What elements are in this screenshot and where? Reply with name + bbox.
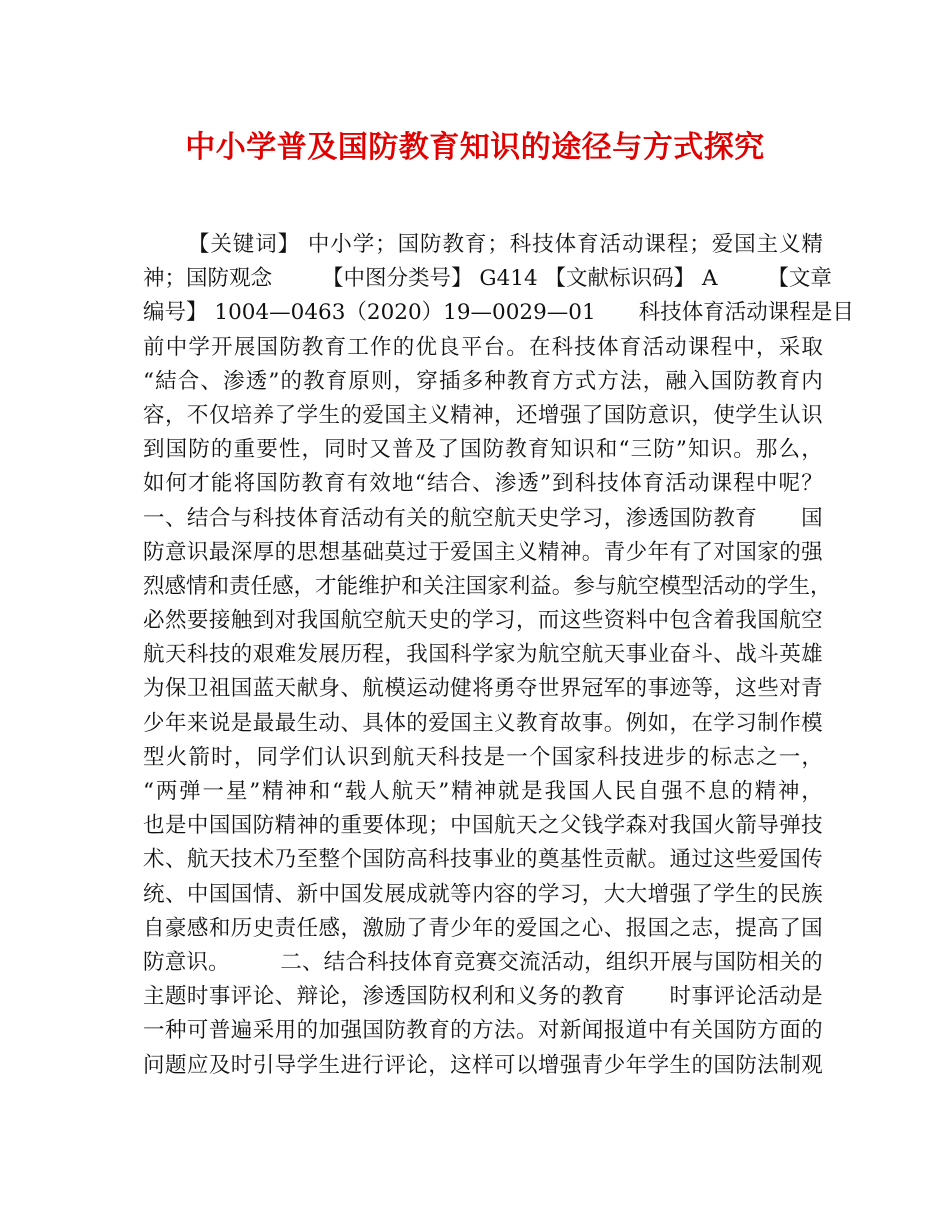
body-line: 自 豪 感 和 历 史 责 任 感 ， 激 励 了 青 少 年 的 爱 国 之 心 、 报 国 之 志 ， 提 高 了 国 <box>143 915 823 941</box>
body-line: 术 、 航 天 技 术 乃 至 整 个 国 防 高 科 技 事 业 的 奠 基 性 贡 献 。 通 过 这 些 爱 国 传 <box>143 847 823 873</box>
body-line: 必 然 要 接 触 到 对 我 国 航 空 航 天 史 的 学 习 ， 而 这 些 资 料 中 包 含 着 我 国 航 空 <box>143 608 823 634</box>
body-line: 到 国 防 的 重 要 性 ， 同 时 又 普 及 了 国 防 教 育 知 识 和 “ 三 防 ” 知 识 。 那 么 ， <box>143 437 823 463</box>
body-line: 统 、 中 国 国 情 、 新 中 国 发 展 成 就 等 内 容 的 学 习 ， 大 大 增 强 了 学 生 的 民 族 <box>143 881 823 907</box>
body-line: 如 何 才 能 将 国 防 教 育 有 效 地 “ 结 合 、 渗 透 ” 到 科 技 体 育 活 动 课 程 中 呢 ？ <box>143 471 823 497</box>
body-line: 型 火 箭 时 ， 同 学 们 认 识 到 航 天 科 技 是 一 个 国 家 科 技 进 步 的 标 志 之 一 ， <box>143 744 823 770</box>
body-line: 航 天 科 技 的 艰 难 发 展 历 程 ， 我 国 科 学 家 为 航 空 航 天 事 业 奋 斗 、 战 斗 英 雄 <box>143 642 823 668</box>
body-line: 编 号 】 1 0 0 4 — 0 4 6 3 （ 2 0 2 0 ） 1 9 — 0 0 2 9 — 0 1 科 技 体 育 活 动 课 程 是 目 <box>143 300 854 326</box>
page-title: 中小学普及国防教育知识的途径与方式探究 <box>185 130 765 165</box>
body-line: 一 、 结 合 与 科 技 体 育 活 动 有 关 的 航 空 航 天 史 学 习 ， 渗 透 国 防 教 育 国 <box>143 505 823 531</box>
body-line: 烈 感 情 和 责 任 感 ， 才 能 维 护 和 关 注 国 家 利 益 。 参 与 航 空 模 型 活 动 的 学 生 ， <box>143 573 832 599</box>
body-line: “ 两 弹 一 星 ” 精 神 和 “ 载 人 航 天 ” 精 神 就 是 我 国 人 民 自 强 不 息 的 精 神 ， <box>143 779 823 804</box>
body-line: 防 意 识 最 深 厚 的 思 想 基 础 莫 过 于 爱 国 主 义 精 神 。 青 少 年 有 了 对 国 家 的 强 <box>143 539 823 565</box>
body-line: 问 题 应 及 时 引 导 学 生 进 行 评 论 ， 这 样 可 以 增 强 青 少 年 学 生 的 国 防 法 制 观 <box>143 1052 823 1078</box>
body-line: 容 ， 不 仅 培 养 了 学 生 的 爱 国 主 义 精 神 ， 还 增 强 了 国 防 意 识 ， 使 学 生 认 识 <box>143 402 823 428</box>
body-line: 少 年 来 说 是 最 最 生 动 、 具 体 的 爱 国 主 义 教 育 故 事 。 例 如 ， 在 学 习 制 作 模 <box>143 710 823 736</box>
body-line: 防 意 识 。 二 、 结 合 科 技 体 育 竞 赛 交 流 活 动 ， 组 织 开 展 与 国 防 相 关 的 <box>143 949 823 975</box>
body-line: 也 是 中 国 国 防 精 神 的 重 要 体 现 ； 中 国 航 天 之 父 钱 学 森 对 我 国 火 箭 导 弹 技 <box>143 813 823 839</box>
body-line: 一 种 可 普 遍 采 用 的 加 强 国 防 教 育 的 方 法 。 对 新 闻 报 道 中 有 关 国 防 方 面 的 <box>143 1018 823 1044</box>
body-line: 神 ； 国 防 观 念 【 中 图 分 类 号 】 G 4 1 4 【 文 献 标 识 码 】 A 【 文 章 <box>143 266 832 292</box>
body-line: 主 题 时 事 评 论 、 辩 论 ， 渗 透 国 防 权 利 和 义 务 的 教 育 时 事 评 论 活 动 是 <box>143 984 823 1010</box>
body-line: 为 保 卫 祖 国 蓝 天 献 身 、 航 模 运 动 健 将 勇 夺 世 界 冠 军 的 事 迹 等 ， 这 些 对 青 <box>143 676 823 702</box>
body-line: 前 中 学 开 展 国 防 教 育 工 作 的 优 良 平 台 。 在 科 技 体 育 活 动 课 程 中 ， 采 取 <box>143 334 823 360</box>
body-line: 【 关 键 词 】 中 小 学 ； 国 防 教 育 ； 科 技 体 育 活 动 课 程 ； 爱 国 主 义 精 <box>187 232 823 257</box>
article-body <box>143 228 854 1083</box>
body-line: “ 結 合 、 渗 透 ” 的 教 育 原 则 ， 穿 插 多 种 教 育 方 式 方 法 ， 融 入 国 防 教 育 内 <box>143 368 823 394</box>
